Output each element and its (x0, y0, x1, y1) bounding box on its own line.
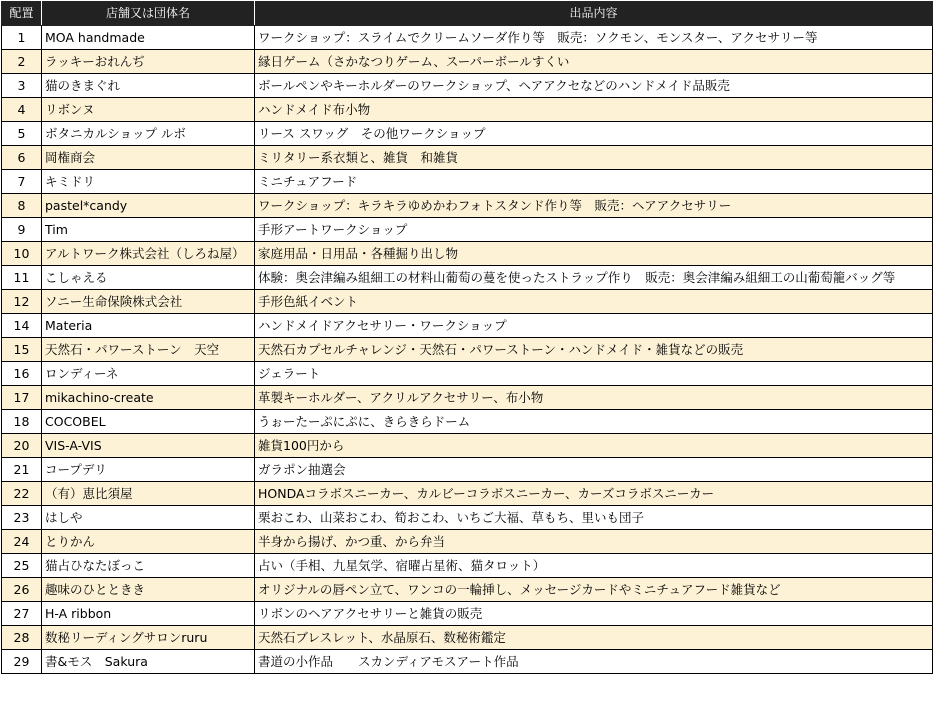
cell-content: 栗おこわ、山菜おこわ、筍おこわ、いちご大福、草もち、里いも団子 (255, 506, 933, 530)
cell-content: うぉーたーぷにぷに、きらきらドーム (255, 410, 933, 434)
table-row (2, 194, 933, 218)
cell-name: H-A ribbon (42, 602, 255, 626)
cell-content: ワークショップ：キラキラゆめかわフォトスタンド作り等 販売：ヘアアクセサリー (255, 194, 933, 218)
cell-name: 趣味のひとときき (42, 578, 255, 602)
cell-no: 14 (2, 314, 42, 338)
cell-no: 24 (2, 530, 42, 554)
cell-name: こしゃえる (42, 266, 255, 290)
table-row (2, 482, 933, 506)
cell-name: Materia (42, 314, 255, 338)
cell-no: 21 (2, 458, 42, 482)
cell-name: COCOBEL (42, 410, 255, 434)
table-row (2, 362, 933, 386)
cell-name: ソニー生命保険株式会社 (42, 290, 255, 314)
table-row (2, 290, 933, 314)
table-row (2, 458, 933, 482)
cell-no: 3 (2, 74, 42, 98)
cell-content: 手形アートワークショップ (255, 218, 933, 242)
cell-content: 手形色紙イベント (255, 290, 933, 314)
table-row (2, 434, 933, 458)
table-row (2, 386, 933, 410)
cell-no: 4 (2, 98, 42, 122)
table-body (2, 26, 933, 674)
cell-no: 12 (2, 290, 42, 314)
cell-no: 26 (2, 578, 42, 602)
header-no: 配置 (2, 2, 42, 26)
table-row (2, 602, 933, 626)
cell-name: pastel*candy (42, 194, 255, 218)
cell-content: 体験：奥会津編み組細工の材料山葡萄の蔓を使ったストラップ作り 販売：奥会津編み組細工の山葡萄籠バッグ等 (255, 266, 933, 290)
cell-name: ボタニカルショップ ルボ (42, 122, 255, 146)
cell-no: 11 (2, 266, 42, 290)
cell-name: MOA handmade (42, 26, 255, 50)
cell-content: 天然石カプセルチャレンジ・天然石・パワーストーン・ハンドメイド・雑貨などの販売 (255, 338, 933, 362)
table-row (2, 530, 933, 554)
cell-no: 10 (2, 242, 42, 266)
cell-name: キミドリ (42, 170, 255, 194)
cell-content: リース スワッグ その他ワークショップ (255, 122, 933, 146)
cell-content: 書道の小作品 スカンディアモスアート作品 (255, 650, 933, 674)
cell-no: 9 (2, 218, 42, 242)
table-row (2, 170, 933, 194)
table-row (2, 650, 933, 674)
table-row (2, 122, 933, 146)
cell-content: HONDAコラボスニーカー、カルビーコラボスニーカー、カーズコラボスニーカー (255, 482, 933, 506)
cell-name: mikachino-create (42, 386, 255, 410)
cell-no: 7 (2, 170, 42, 194)
cell-name: 岡権商会 (42, 146, 255, 170)
cell-no: 29 (2, 650, 42, 674)
table-row (2, 98, 933, 122)
table-row (2, 26, 933, 50)
cell-content: 天然石ブレスレット、水晶原石、数秘術鑑定 (255, 626, 933, 650)
cell-name: 天然石・パワーストーン 天空 (42, 338, 255, 362)
table-row (2, 314, 933, 338)
cell-no: 18 (2, 410, 42, 434)
cell-content: ガラポン抽選会 (255, 458, 933, 482)
cell-name: 猫占ひなたぼっこ (42, 554, 255, 578)
table-row (2, 218, 933, 242)
cell-no: 6 (2, 146, 42, 170)
cell-name: リボンヌ (42, 98, 255, 122)
table-row (2, 506, 933, 530)
cell-name: 数秘リーディングサロンruru (42, 626, 255, 650)
cell-no: 2 (2, 50, 42, 74)
cell-no: 1 (2, 26, 42, 50)
table-row (2, 626, 933, 650)
cell-name: はしや (42, 506, 255, 530)
cell-content: ミニチュアフード (255, 170, 933, 194)
cell-name: コープデリ (42, 458, 255, 482)
cell-content: ワークショップ：スライムでクリームソーダ作り等 販売：ソクモン、モンスター、アクセサリー等 (255, 26, 933, 50)
cell-no: 20 (2, 434, 42, 458)
table-row (2, 410, 933, 434)
table-row (2, 242, 933, 266)
cell-no: 16 (2, 362, 42, 386)
cell-content: 雑貨100円から (255, 434, 933, 458)
cell-no: 8 (2, 194, 42, 218)
cell-name: アルトワーク株式会社（しろね屋） (42, 242, 255, 266)
cell-name: 猫のきまぐれ (42, 74, 255, 98)
cell-content: ハンドメイド布小物 (255, 98, 933, 122)
table-row (2, 74, 933, 98)
cell-name: VIS-A-VIS (42, 434, 255, 458)
cell-no: 17 (2, 386, 42, 410)
cell-content: 占い（手相、九星気学、宿曜占星術、猫タロット） (255, 554, 933, 578)
cell-name: ロンディーネ (42, 362, 255, 386)
cell-no: 22 (2, 482, 42, 506)
table-row (2, 146, 933, 170)
table-row (2, 554, 933, 578)
cell-content: 縁日ゲーム（さかなつりゲーム、スーパーボールすくい (255, 50, 933, 74)
table-row (2, 266, 933, 290)
cell-content: 家庭用品・日用品・各種掘り出し物 (255, 242, 933, 266)
vendor-table (1, 1, 933, 674)
cell-no: 15 (2, 338, 42, 362)
cell-content: オリジナルの唇ペン立て、ワンコの一輪挿し、メッセージカードやミニチュアフード雑貨など (255, 578, 933, 602)
cell-no: 5 (2, 122, 42, 146)
cell-content: ジェラート (255, 362, 933, 386)
cell-content: ミリタリー系衣類と、雑貨 和雑貨 (255, 146, 933, 170)
header-name: 店舗又は団体名 (42, 2, 255, 26)
cell-content: 革製キーホルダー、アクリルアクセサリー、布小物 (255, 386, 933, 410)
cell-content: リボンのヘアアクセサリーと雑貨の販売 (255, 602, 933, 626)
header-row (2, 2, 933, 26)
cell-content: ボールペンやキーホルダーのワークショップ、ヘアアクセなどのハンドメイド品販売 (255, 74, 933, 98)
table-header (2, 2, 933, 26)
cell-name: とりかん (42, 530, 255, 554)
header-content: 出品内容 (255, 2, 933, 26)
table-row (2, 578, 933, 602)
cell-content: 半身から揚げ、かつ重、から弁当 (255, 530, 933, 554)
cell-no: 28 (2, 626, 42, 650)
cell-no: 25 (2, 554, 42, 578)
table-row (2, 338, 933, 362)
cell-name: （有）恵比須屋 (42, 482, 255, 506)
table-row (2, 50, 933, 74)
cell-no: 23 (2, 506, 42, 530)
cell-name: ラッキーおれんぢ (42, 50, 255, 74)
cell-content: ハンドメイドアクセサリー・ワークショップ (255, 314, 933, 338)
cell-no: 27 (2, 602, 42, 626)
cell-name: 書&モス Sakura (42, 650, 255, 674)
cell-name: Tim (42, 218, 255, 242)
